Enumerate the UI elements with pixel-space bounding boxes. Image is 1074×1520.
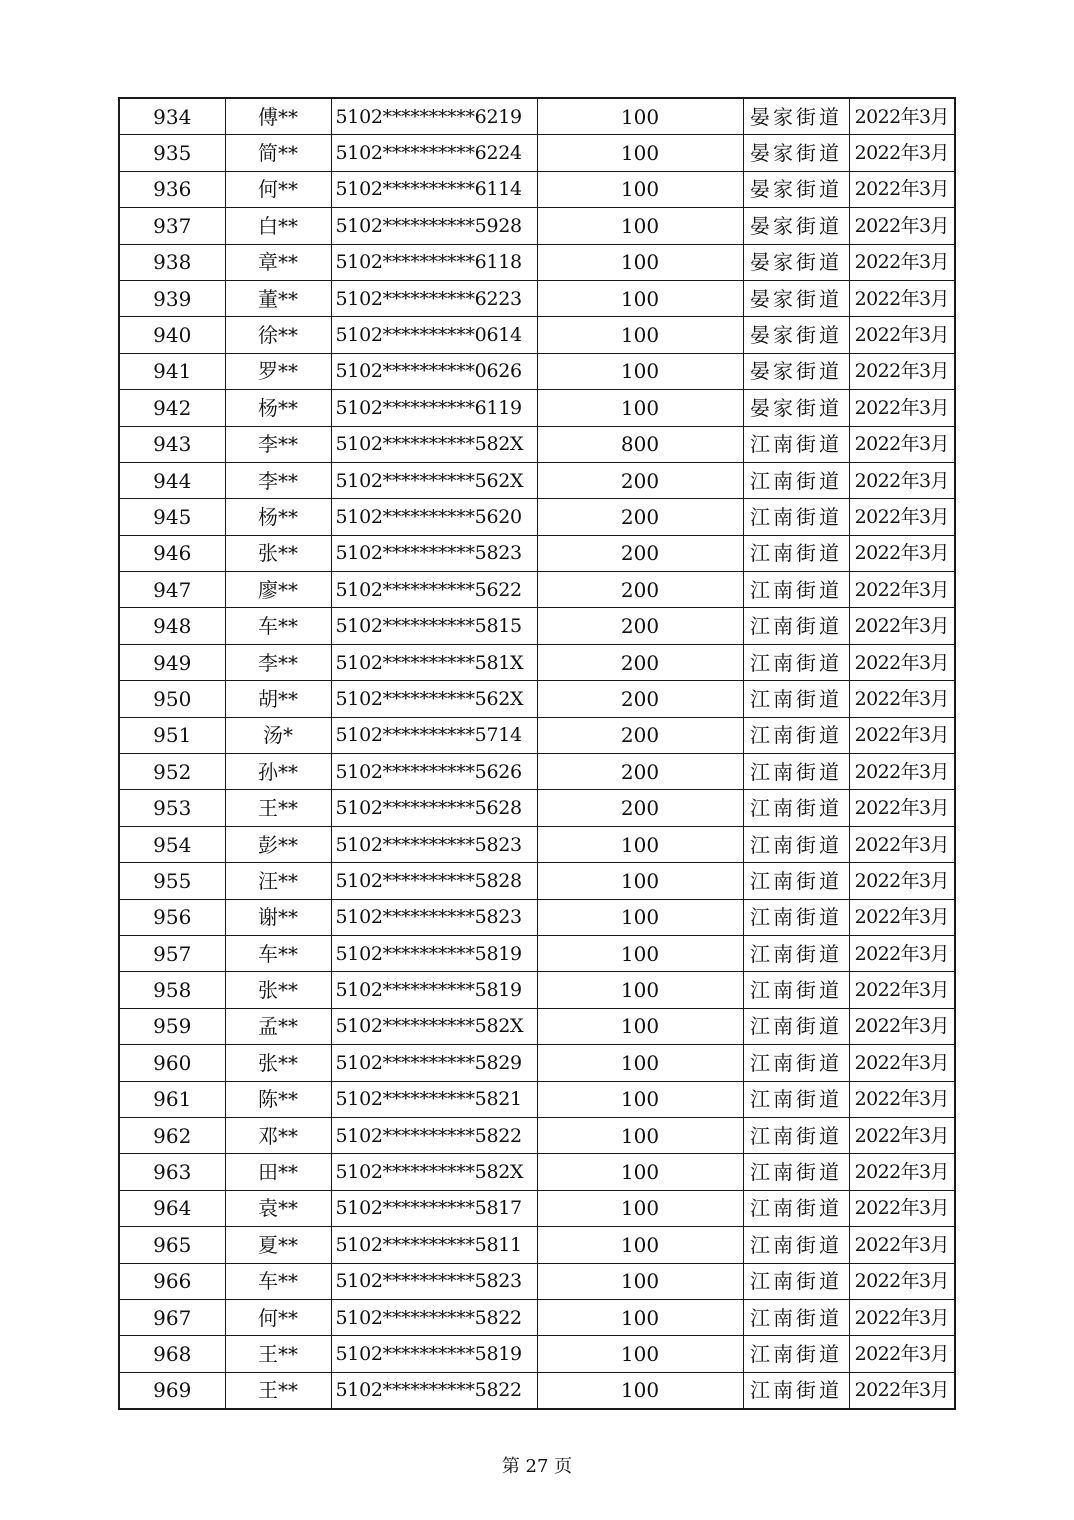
cell-date: 2022年3月: [849, 1227, 955, 1263]
cell-date: 2022年3月: [849, 899, 955, 935]
cell-date: 2022年3月: [849, 98, 955, 135]
table-row: [119, 899, 955, 935]
cell-date: 2022年3月: [849, 535, 955, 571]
cell-name: 汤*: [225, 717, 331, 753]
table-row: [119, 608, 955, 644]
table-row: [119, 1263, 955, 1299]
cell-street: 江南街道: [743, 790, 849, 826]
cell-name: 张**: [225, 535, 331, 571]
cell-number: 957: [119, 935, 225, 971]
cell-amount: 100: [537, 353, 743, 389]
cell-amount: 100: [537, 863, 743, 899]
cell-number: 940: [119, 317, 225, 353]
cell-date: 2022年3月: [849, 317, 955, 353]
cell-number: 948: [119, 608, 225, 644]
table-row: [119, 171, 955, 207]
cell-id-number: 5102**********5815: [331, 608, 537, 644]
cell-date: 2022年3月: [849, 717, 955, 753]
table-row: [119, 1154, 955, 1190]
table-row: [119, 717, 955, 753]
cell-date: 2022年3月: [849, 608, 955, 644]
cell-amount: 200: [537, 572, 743, 608]
cell-name: 谢**: [225, 899, 331, 935]
cell-name: 车**: [225, 1263, 331, 1299]
cell-id-number: 5102**********6119: [331, 390, 537, 426]
table-row: [119, 644, 955, 680]
table-row: [119, 935, 955, 971]
cell-id-number: 5102**********6114: [331, 171, 537, 207]
cell-date: 2022年3月: [849, 1045, 955, 1081]
cell-id-number: 5102**********5822: [331, 1372, 537, 1409]
cell-street: 晏家街道: [743, 98, 849, 135]
table-row: [119, 972, 955, 1008]
table-row: [119, 1336, 955, 1372]
cell-id-number: 5102**********5626: [331, 754, 537, 790]
cell-amount: 100: [537, 1190, 743, 1226]
table-row: [119, 1227, 955, 1263]
cell-number: 941: [119, 353, 225, 389]
cell-name: 王**: [225, 1336, 331, 1372]
cell-amount: 100: [537, 317, 743, 353]
cell-date: 2022年3月: [849, 499, 955, 535]
cell-date: 2022年3月: [849, 826, 955, 862]
cell-id-number: 5102**********581X: [331, 644, 537, 680]
cell-amount: 100: [537, 1299, 743, 1335]
cell-street: 江南街道: [743, 426, 849, 462]
cell-amount: 100: [537, 935, 743, 971]
cell-street: 江南街道: [743, 1008, 849, 1044]
cell-amount: 100: [537, 1117, 743, 1153]
cell-number: 934: [119, 98, 225, 135]
cell-number: 947: [119, 572, 225, 608]
cell-date: 2022年3月: [849, 390, 955, 426]
cell-id-number: 5102**********5822: [331, 1299, 537, 1335]
cell-street: 江南街道: [743, 863, 849, 899]
cell-street: 江南街道: [743, 644, 849, 680]
cell-name: 董**: [225, 280, 331, 316]
cell-name: 何**: [225, 171, 331, 207]
cell-number: 936: [119, 171, 225, 207]
cell-date: 2022年3月: [849, 972, 955, 1008]
cell-amount: 100: [537, 1154, 743, 1190]
cell-street: 晏家街道: [743, 244, 849, 280]
cell-number: 950: [119, 681, 225, 717]
cell-name: 邓**: [225, 1117, 331, 1153]
table-row: [119, 1081, 955, 1117]
cell-street: 江南街道: [743, 1045, 849, 1081]
cell-name: 简**: [225, 135, 331, 171]
cell-number: 961: [119, 1081, 225, 1117]
cell-street: 晏家街道: [743, 135, 849, 171]
cell-amount: 100: [537, 135, 743, 171]
subsidy-table: [118, 97, 956, 1410]
cell-name: 徐**: [225, 317, 331, 353]
table-row: [119, 98, 955, 135]
cell-date: 2022年3月: [849, 135, 955, 171]
cell-name: 袁**: [225, 1190, 331, 1226]
cell-name: 李**: [225, 462, 331, 498]
cell-id-number: 5102**********562X: [331, 462, 537, 498]
cell-amount: 100: [537, 171, 743, 207]
cell-number: 965: [119, 1227, 225, 1263]
cell-name: 彭**: [225, 826, 331, 862]
table-row: [119, 681, 955, 717]
cell-date: 2022年3月: [849, 1081, 955, 1117]
cell-amount: 200: [537, 535, 743, 571]
cell-street: 晏家街道: [743, 208, 849, 244]
cell-date: 2022年3月: [849, 1008, 955, 1044]
cell-street: 江南街道: [743, 1081, 849, 1117]
cell-id-number: 5102**********582X: [331, 1154, 537, 1190]
cell-id-number: 5102**********6219: [331, 98, 537, 135]
cell-number: 962: [119, 1117, 225, 1153]
cell-date: 2022年3月: [849, 1190, 955, 1226]
cell-number: 951: [119, 717, 225, 753]
cell-date: 2022年3月: [849, 863, 955, 899]
cell-id-number: 5102**********5628: [331, 790, 537, 826]
table-row: [119, 826, 955, 862]
cell-amount: 200: [537, 462, 743, 498]
cell-street: 江南街道: [743, 899, 849, 935]
cell-name: 汪**: [225, 863, 331, 899]
cell-number: 960: [119, 1045, 225, 1081]
cell-street: 江南街道: [743, 935, 849, 971]
cell-amount: 100: [537, 280, 743, 316]
cell-amount: 100: [537, 1372, 743, 1409]
cell-id-number: 5102**********582X: [331, 1008, 537, 1044]
table-row: [119, 572, 955, 608]
cell-date: 2022年3月: [849, 1117, 955, 1153]
cell-street: 晏家街道: [743, 317, 849, 353]
cell-name: 何**: [225, 1299, 331, 1335]
cell-date: 2022年3月: [849, 681, 955, 717]
cell-street: 江南街道: [743, 1227, 849, 1263]
cell-street: 晏家街道: [743, 353, 849, 389]
cell-number: 964: [119, 1190, 225, 1226]
cell-id-number: 5102**********5819: [331, 972, 537, 1008]
cell-amount: 200: [537, 754, 743, 790]
cell-date: 2022年3月: [849, 790, 955, 826]
cell-amount: 100: [537, 1263, 743, 1299]
cell-street: 晏家街道: [743, 280, 849, 316]
cell-date: 2022年3月: [849, 1336, 955, 1372]
cell-date: 2022年3月: [849, 1154, 955, 1190]
cell-name: 杨**: [225, 499, 331, 535]
cell-number: 958: [119, 972, 225, 1008]
table-row: [119, 499, 955, 535]
cell-id-number: 5102**********5811: [331, 1227, 537, 1263]
cell-number: 949: [119, 644, 225, 680]
cell-id-number: 5102**********5622: [331, 572, 537, 608]
cell-id-number: 5102**********0614: [331, 317, 537, 353]
cell-id-number: 5102**********582X: [331, 426, 537, 462]
cell-name: 孟**: [225, 1008, 331, 1044]
cell-id-number: 5102**********6118: [331, 244, 537, 280]
cell-name: 夏**: [225, 1227, 331, 1263]
cell-amount: 200: [537, 790, 743, 826]
cell-number: 952: [119, 754, 225, 790]
table-body: [119, 98, 955, 1409]
table-row: [119, 462, 955, 498]
cell-street: 江南街道: [743, 572, 849, 608]
cell-number: 955: [119, 863, 225, 899]
cell-street: 江南街道: [743, 462, 849, 498]
cell-name: 傅**: [225, 98, 331, 135]
cell-amount: 800: [537, 426, 743, 462]
cell-amount: 200: [537, 499, 743, 535]
cell-name: 廖**: [225, 572, 331, 608]
page-number: 第 27 页: [501, 1456, 573, 1477]
cell-street: 江南街道: [743, 1299, 849, 1335]
cell-name: 田**: [225, 1154, 331, 1190]
cell-name: 孙**: [225, 754, 331, 790]
cell-name: 王**: [225, 790, 331, 826]
cell-number: 942: [119, 390, 225, 426]
cell-id-number: 5102**********5817: [331, 1190, 537, 1226]
cell-amount: 100: [537, 1081, 743, 1117]
cell-number: 944: [119, 462, 225, 498]
cell-date: 2022年3月: [849, 353, 955, 389]
table-row: [119, 1190, 955, 1226]
cell-number: 945: [119, 499, 225, 535]
cell-street: 江南街道: [743, 826, 849, 862]
cell-id-number: 5102**********5821: [331, 1081, 537, 1117]
cell-number: 935: [119, 135, 225, 171]
cell-number: 938: [119, 244, 225, 280]
cell-id-number: 5102**********5823: [331, 535, 537, 571]
cell-number: 954: [119, 826, 225, 862]
table-row: [119, 353, 955, 389]
cell-street: 晏家街道: [743, 390, 849, 426]
cell-name: 张**: [225, 1045, 331, 1081]
cell-name: 罗**: [225, 353, 331, 389]
cell-id-number: 5102**********5928: [331, 208, 537, 244]
cell-amount: 100: [537, 899, 743, 935]
cell-id-number: 5102**********6224: [331, 135, 537, 171]
cell-name: 白**: [225, 208, 331, 244]
table-row: [119, 535, 955, 571]
cell-id-number: 5102**********5828: [331, 863, 537, 899]
cell-date: 2022年3月: [849, 754, 955, 790]
cell-street: 江南街道: [743, 1117, 849, 1153]
cell-name: 王**: [225, 1372, 331, 1409]
cell-date: 2022年3月: [849, 426, 955, 462]
cell-number: 966: [119, 1263, 225, 1299]
cell-amount: 100: [537, 826, 743, 862]
cell-amount: 100: [537, 390, 743, 426]
cell-amount: 200: [537, 608, 743, 644]
cell-amount: 100: [537, 972, 743, 1008]
cell-number: 943: [119, 426, 225, 462]
table-row: [119, 208, 955, 244]
cell-number: 967: [119, 1299, 225, 1335]
cell-number: 937: [119, 208, 225, 244]
cell-number: 963: [119, 1154, 225, 1190]
cell-number: 939: [119, 280, 225, 316]
cell-amount: 100: [537, 1336, 743, 1372]
table-row: [119, 135, 955, 171]
cell-amount: 100: [537, 244, 743, 280]
cell-amount: 200: [537, 717, 743, 753]
cell-name: 胡**: [225, 681, 331, 717]
cell-street: 江南街道: [743, 754, 849, 790]
cell-name: 李**: [225, 426, 331, 462]
cell-street: 江南街道: [743, 972, 849, 1008]
cell-date: 2022年3月: [849, 1299, 955, 1335]
table-row: [119, 863, 955, 899]
cell-id-number: 5102**********5620: [331, 499, 537, 535]
table-row: [119, 426, 955, 462]
cell-amount: 100: [537, 1008, 743, 1044]
cell-date: 2022年3月: [849, 208, 955, 244]
cell-street: 江南街道: [743, 1154, 849, 1190]
cell-number: 953: [119, 790, 225, 826]
cell-id-number: 5102**********5823: [331, 899, 537, 935]
cell-id-number: 5102**********6223: [331, 280, 537, 316]
cell-date: 2022年3月: [849, 244, 955, 280]
cell-street: 江南街道: [743, 717, 849, 753]
cell-name: 张**: [225, 972, 331, 1008]
cell-date: 2022年3月: [849, 171, 955, 207]
cell-id-number: 5102**********0626: [331, 353, 537, 389]
cell-id-number: 5102**********5823: [331, 1263, 537, 1299]
cell-name: 车**: [225, 935, 331, 971]
cell-date: 2022年3月: [849, 935, 955, 971]
cell-street: 晏家街道: [743, 171, 849, 207]
cell-street: 江南街道: [743, 681, 849, 717]
cell-amount: 200: [537, 681, 743, 717]
table-row: [119, 1117, 955, 1153]
cell-id-number: 5102**********562X: [331, 681, 537, 717]
cell-street: 江南街道: [743, 608, 849, 644]
cell-name: 杨**: [225, 390, 331, 426]
cell-amount: 200: [537, 644, 743, 680]
cell-number: 959: [119, 1008, 225, 1044]
cell-number: 968: [119, 1336, 225, 1372]
cell-id-number: 5102**********5829: [331, 1045, 537, 1081]
cell-number: 946: [119, 535, 225, 571]
cell-street: 江南街道: [743, 499, 849, 535]
cell-date: 2022年3月: [849, 572, 955, 608]
table-row: [119, 1299, 955, 1335]
cell-name: 李**: [225, 644, 331, 680]
cell-number: 969: [119, 1372, 225, 1409]
cell-id-number: 5102**********5714: [331, 717, 537, 753]
cell-amount: 100: [537, 1227, 743, 1263]
cell-name: 章**: [225, 244, 331, 280]
table-row: [119, 1372, 955, 1409]
table-row: [119, 244, 955, 280]
table-row: [119, 754, 955, 790]
cell-street: 江南街道: [743, 1372, 849, 1409]
cell-street: 江南街道: [743, 1336, 849, 1372]
cell-name: 陈**: [225, 1081, 331, 1117]
table-row: [119, 280, 955, 316]
cell-amount: 100: [537, 98, 743, 135]
cell-date: 2022年3月: [849, 462, 955, 498]
cell-street: 江南街道: [743, 1263, 849, 1299]
cell-amount: 100: [537, 208, 743, 244]
table-row: [119, 1008, 955, 1044]
table-row: [119, 317, 955, 353]
cell-id-number: 5102**********5822: [331, 1117, 537, 1153]
cell-street: 江南街道: [743, 1190, 849, 1226]
table-row: [119, 1045, 955, 1081]
cell-amount: 100: [537, 1045, 743, 1081]
cell-street: 江南街道: [743, 535, 849, 571]
cell-name: 车**: [225, 608, 331, 644]
cell-date: 2022年3月: [849, 1263, 955, 1299]
cell-date: 2022年3月: [849, 1372, 955, 1409]
cell-number: 956: [119, 899, 225, 935]
cell-date: 2022年3月: [849, 280, 955, 316]
cell-id-number: 5102**********5819: [331, 935, 537, 971]
table-row: [119, 790, 955, 826]
cell-id-number: 5102**********5823: [331, 826, 537, 862]
cell-date: 2022年3月: [849, 644, 955, 680]
cell-id-number: 5102**********5819: [331, 1336, 537, 1372]
table-row: [119, 390, 955, 426]
